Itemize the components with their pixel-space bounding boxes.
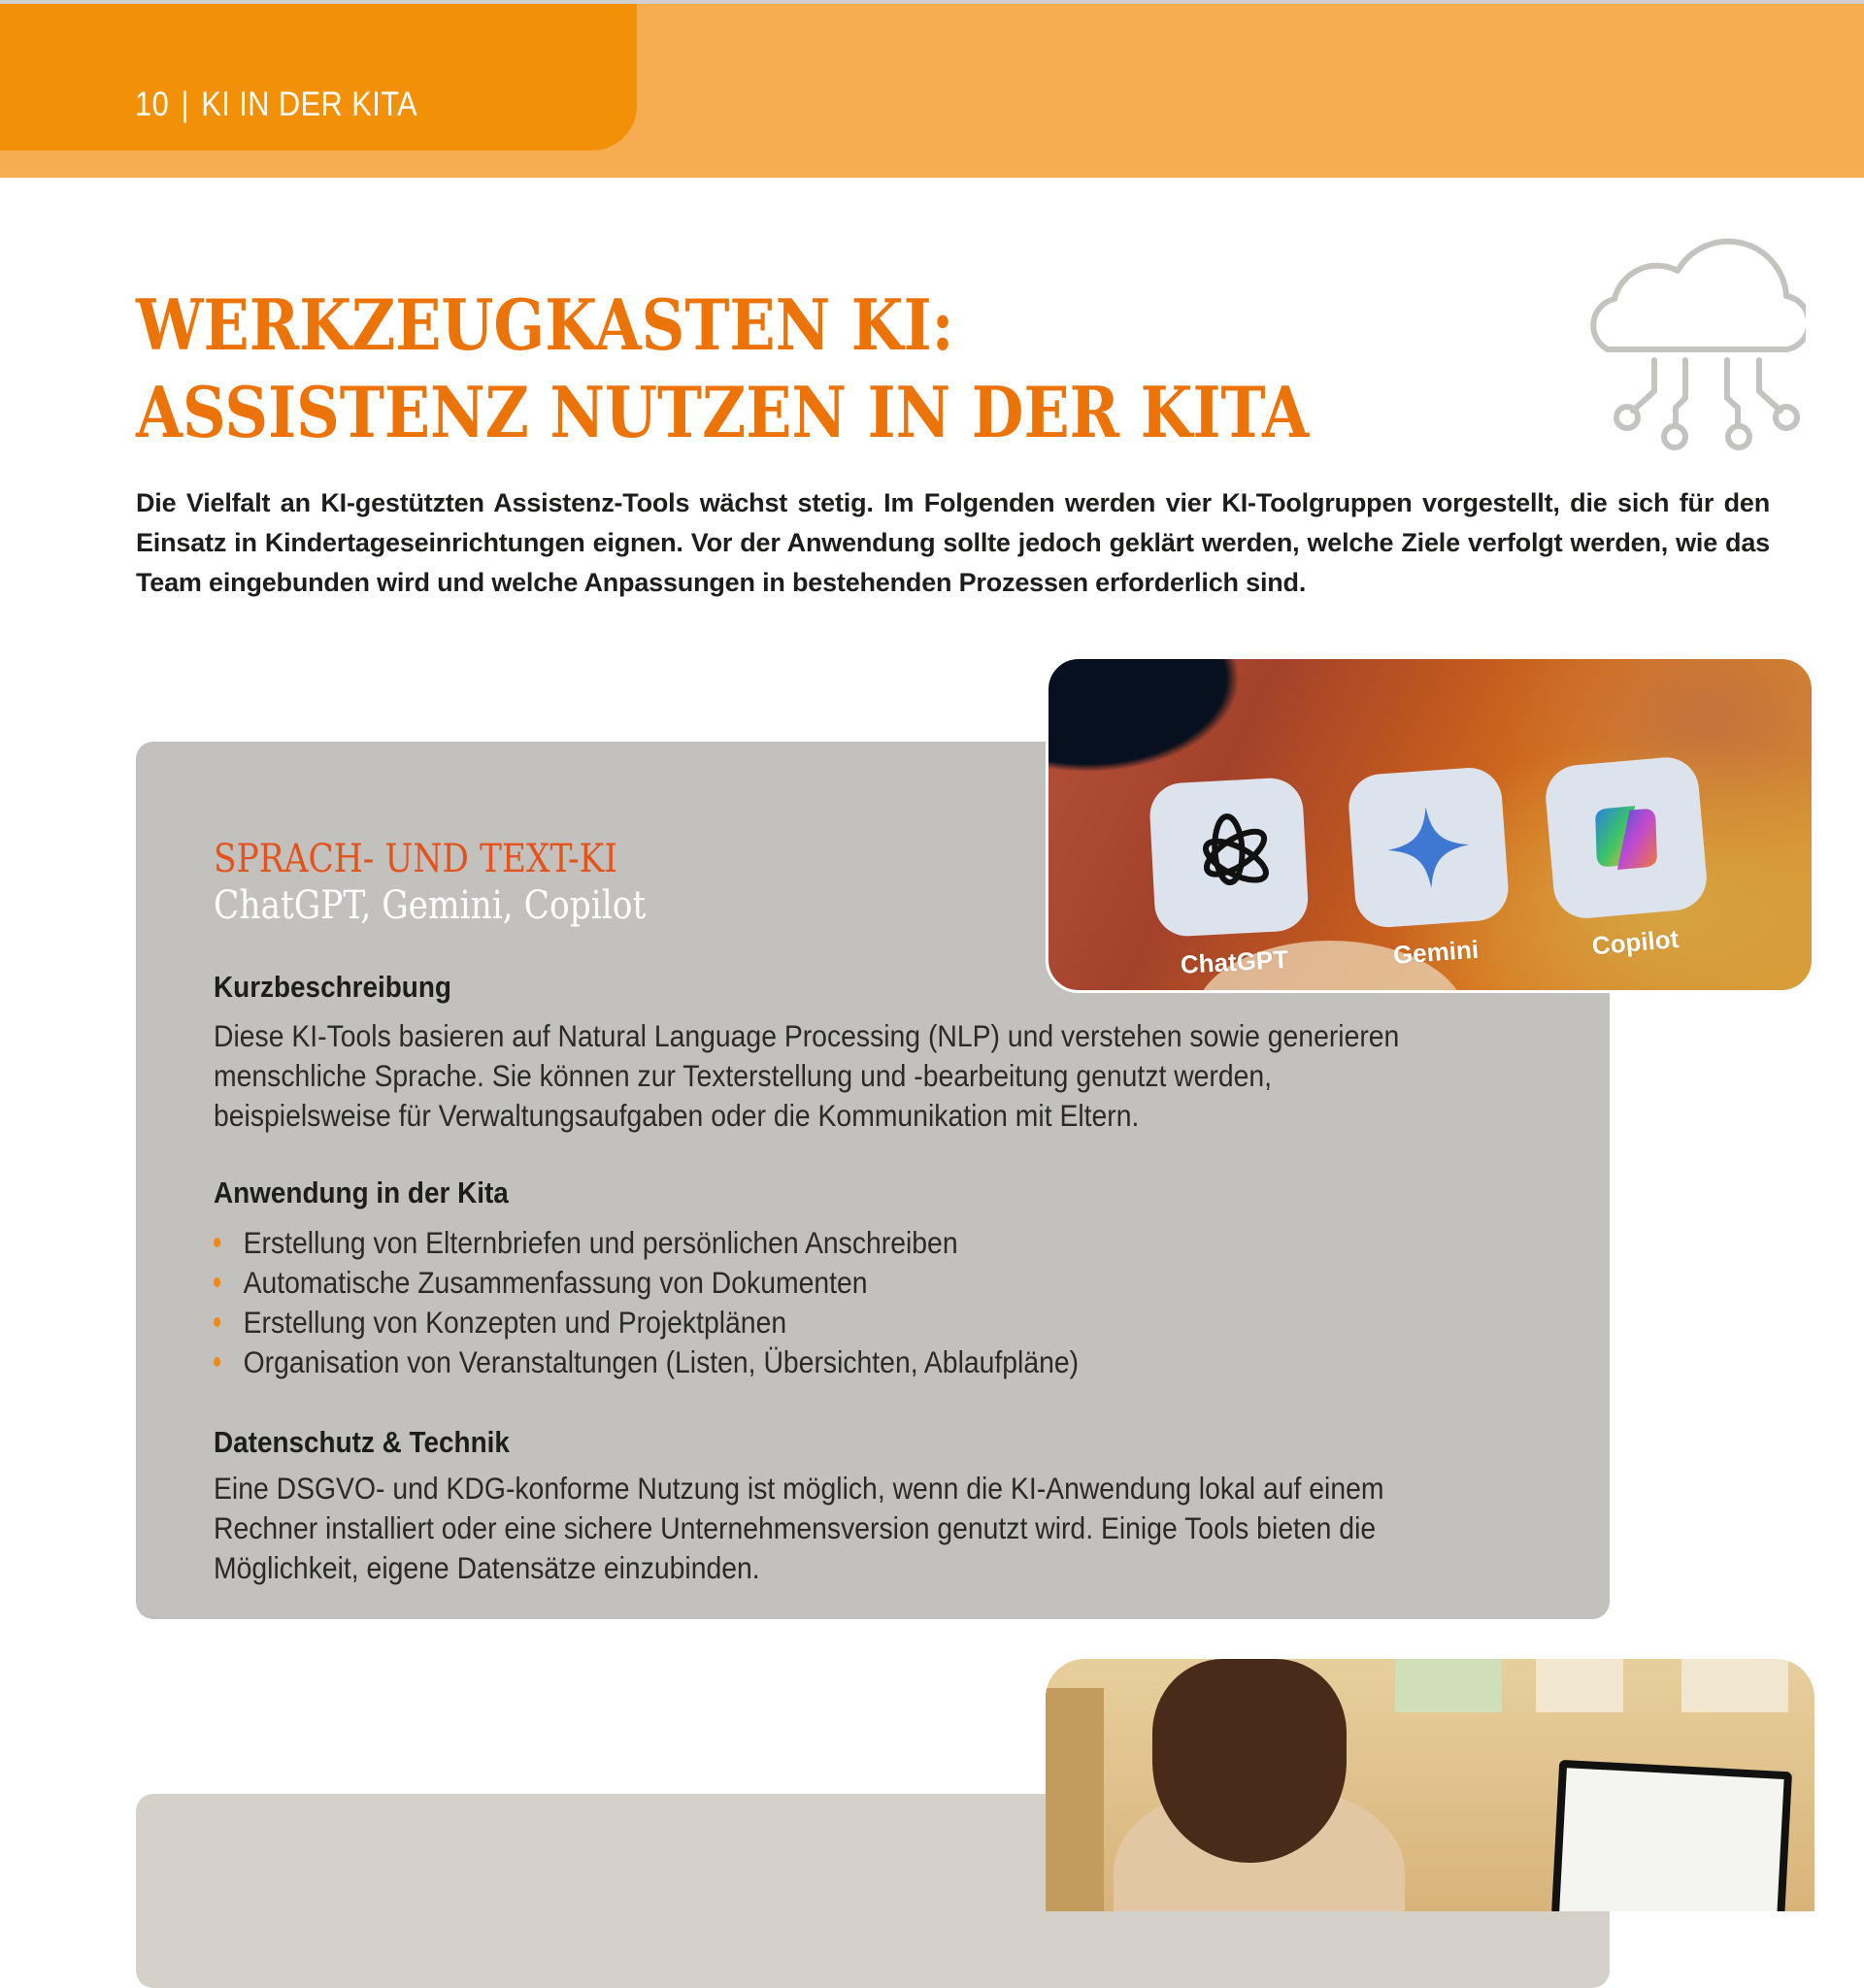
bullet-icon	[214, 1317, 220, 1327]
list-item-text: Erstellung von Konzepten und Projektplänen	[243, 1305, 787, 1340]
bullet-icon	[214, 1277, 220, 1287]
app-copilot	[1543, 755, 1713, 965]
app-label-chatgpt: ChatGPT	[1180, 944, 1289, 979]
page-title-line-1: WERKZEUGKASTEN KI:	[136, 283, 954, 366]
section-heading-description: Kurzbeschreibung	[214, 970, 451, 1004]
list-item-text: Automatische Zusammenfassung von Dokumenten	[243, 1265, 868, 1300]
copilot-logo-icon	[1543, 755, 1709, 921]
photo-laptop-screen	[1559, 1768, 1784, 1911]
photo-shelf	[1046, 1688, 1104, 1911]
category-tools: ChatGPT, Gemini, Copilot	[214, 883, 647, 928]
page-title	[136, 282, 1309, 456]
list-item	[214, 1263, 1437, 1303]
photo-poster	[1536, 1659, 1623, 1712]
running-header	[135, 85, 417, 124]
photo-person-hair	[1152, 1659, 1347, 1863]
photo-poster	[1395, 1659, 1502, 1712]
description-text: Diese KI-Tools basieren auf Natural Language Processing (NLP) und verstehen sowie generieren menschliche Sprache. Sie können zur Texterstellung und -bearbeitung genutzt werden, beispielsweise für Verwaltungsaufgaben oder die Kommunikation mit Eltern.	[214, 1018, 1400, 1133]
privacy-text: Eine DSGVO- und KDG-konforme Nutzung ist möglich, wenn die KI-Anwendung lokal auf einem Rechner installiert oder eine sichere Unternehmensversion genutzt wird. Einige Tools bieten die Möglichkeit, eigene Datensätze einzubinden.	[214, 1471, 1384, 1585]
list-item-text: Organisation von Veranstaltungen (Listen, Übersichten, Ablaufpläne)	[243, 1344, 1080, 1379]
app-chatgpt	[1148, 777, 1312, 981]
list-item	[214, 1303, 1437, 1342]
section-heading-usage: Anwendung in der Kita	[214, 1176, 509, 1209]
app-label-copilot: Copilot	[1590, 923, 1681, 961]
photo-poster	[1681, 1659, 1788, 1712]
intro-paragraph: Die Vielfalt an KI-gestützten Assistenz-Tools wächst stetig. Im Folgenden werden vier KI-Toolgruppen vorgestellt, die sich für den Einsatz in Kindertageseinrichtungen eignen. Vor der Anwendung sollte jedoch geklärt werden, welche Ziele verfolgt werden, wie das Team eingebunden wird und welche Anpassungen in bestehenden Prozessen erforderlich sind.	[136, 488, 1770, 597]
cloud-network-icon	[1581, 238, 1806, 463]
ai-apps-photo	[1046, 656, 1814, 993]
bullet-icon	[214, 1357, 220, 1367]
usage-list	[214, 1223, 1437, 1382]
bullet-icon	[214, 1238, 220, 1247]
photo-laptop	[1551, 1760, 1792, 1911]
running-title: KI IN DER KITA	[201, 85, 418, 123]
educator-laptop-photo	[1046, 1659, 1814, 1911]
category-title: SPRACH- UND TEXT-KI	[214, 837, 617, 881]
list-item	[214, 1342, 1437, 1382]
chatgpt-logo-icon	[1148, 777, 1310, 938]
gemini-star-icon	[1347, 766, 1511, 930]
header-tab	[0, 4, 637, 150]
list-item-text: Erstellung von Elternbriefen und persönlichen Anschreiben	[243, 1225, 958, 1260]
list-item	[214, 1223, 1437, 1263]
page-number: 10	[135, 85, 170, 123]
section-heading-privacy: Datenschutz & Technik	[214, 1425, 510, 1459]
app-label-gemini: Gemini	[1391, 934, 1480, 970]
app-gemini	[1347, 766, 1514, 974]
header-separator: |	[181, 85, 189, 123]
page-title-line-2: ASSISTENZ NUTZEN IN DER KITA	[136, 371, 1310, 453]
